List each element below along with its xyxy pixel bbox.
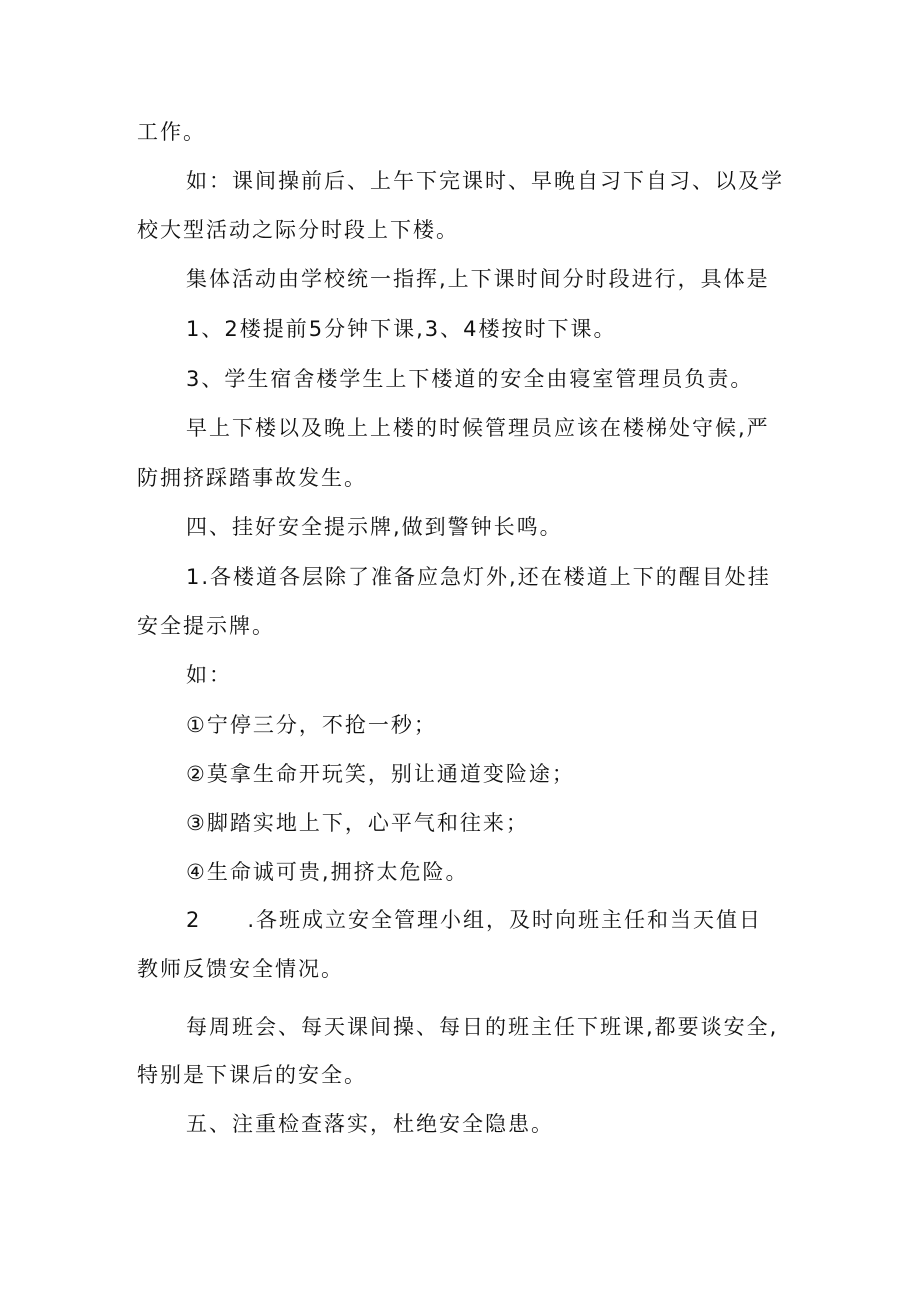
text-line: 3、学生宿舍楼学生上下楼道的安全由寝室管理员负责。	[186, 367, 754, 391]
text-line: 安全提示牌。	[137, 614, 275, 638]
text-line: 1、2楼提前5分钟下课,3、4楼按时下课。	[186, 317, 617, 341]
text-line: 五、注重检查落实，杜绝安全隐患。	[186, 1112, 554, 1136]
text-line: 如：课间操前后、上午下完课时、早晚自习下自习、以及学	[186, 169, 784, 193]
text-line: 工作。	[137, 120, 206, 144]
text-line: 四、挂好安全提示牌,做到警钟长鸣。	[186, 515, 563, 539]
text-line: 特别是下课后的安全。	[137, 1063, 367, 1087]
text-line	[186, 906, 762, 934]
text-line: 防拥挤踩踏事故发生。	[137, 466, 367, 490]
text-line: ②莫拿生命开玩笑，别让通道变险途；	[186, 762, 575, 786]
list-text: .各班成立安全管理小组，及时向班主任和当天值日	[247, 908, 763, 932]
text-line: ③脚踏实地上下，心平气和往来；	[186, 811, 529, 835]
text-line: ④生命诚可贵,拥挤太危险。	[186, 860, 469, 884]
text-line: ①宁停三分，不抢一秒；	[186, 713, 437, 737]
text-line: 每周班会、每天课间操、每日的班主任下班课,都要谈安全,	[186, 1015, 779, 1039]
list-number: 2	[186, 908, 202, 932]
text-line: 教师反馈安全情况。	[137, 957, 344, 981]
text-line: 1.各楼道各层除了准备应急灯外,还在楼道上下的醒目处挂	[186, 565, 771, 589]
text-line: 如：	[186, 663, 232, 687]
text-line: 校大型活动之际分时段上下楼。	[137, 218, 459, 242]
text-line: 集体活动由学校统一指挥,上下课时间分时段进行，具体是	[186, 267, 770, 291]
text-line: 早上下楼以及晚上上楼的时候管理员应该在楼梯处守候,严	[186, 416, 770, 440]
